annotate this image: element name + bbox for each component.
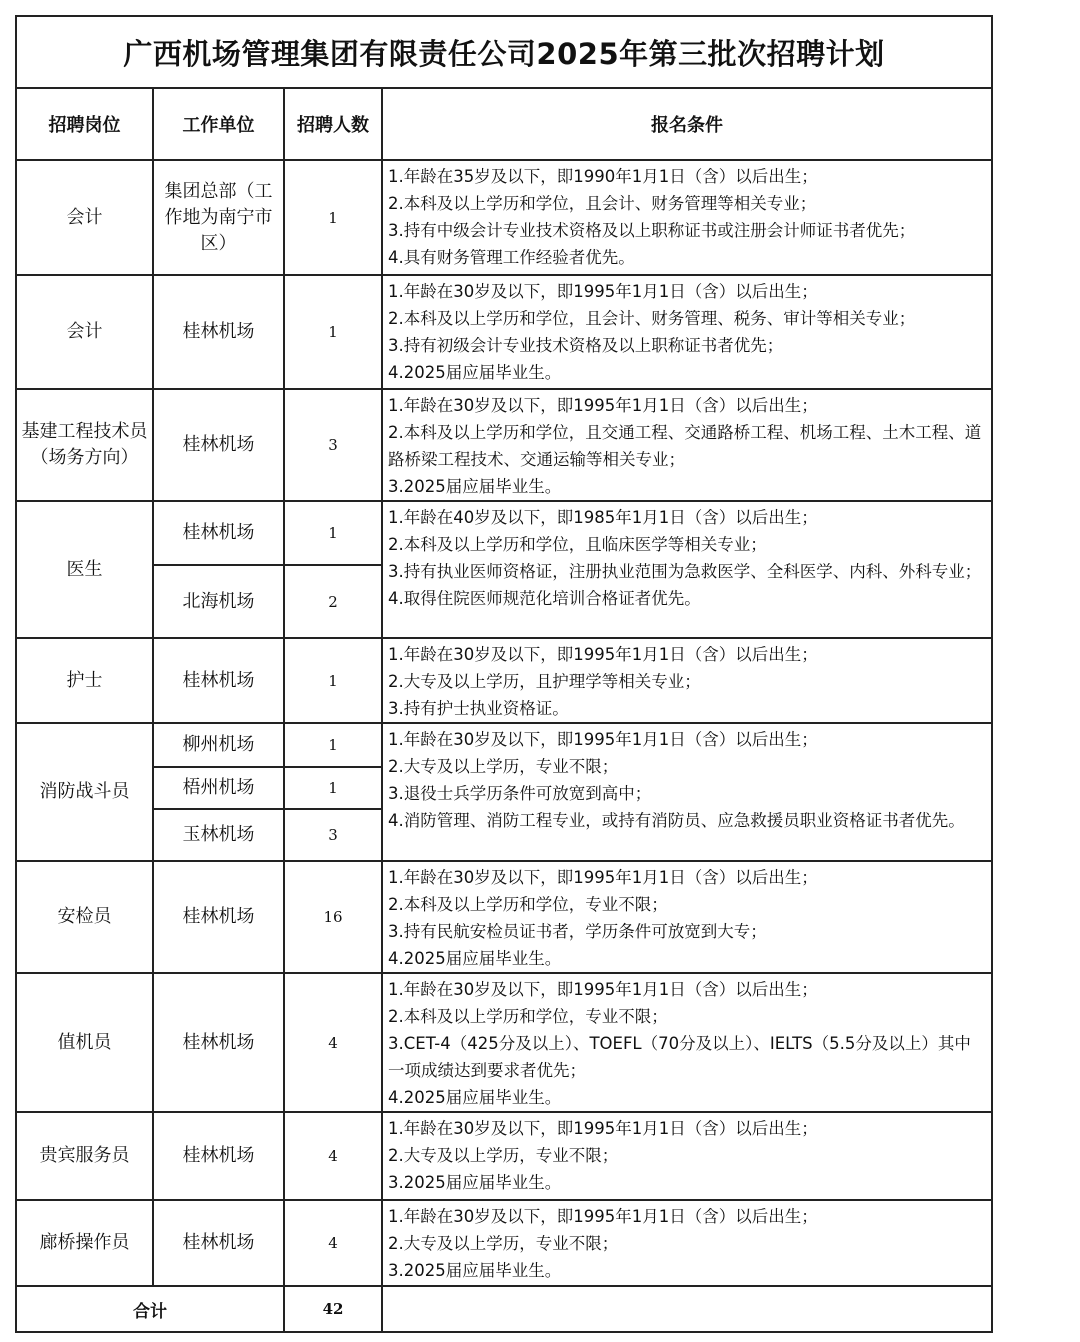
requirement-line: 3.持有执业医师资格证，注册执业范围为急救医学、全科医学、内科、外科专业；: [388, 562, 982, 581]
requirement-line: 3.退役士兵学历条件可放宽到高中；: [388, 784, 652, 803]
requirement-line: 2.本科及以上学历和学位，且临床医学等相关专业；: [388, 535, 767, 554]
count-cell: 3: [284, 809, 382, 861]
table-row: [16, 723, 992, 767]
requirement-line: 3.CET-4（425分及以上）、TOEFL（70分及以上）、IELTS（5.5分及以上）其中一项成绩达到要求者优先；: [388, 1034, 971, 1080]
recruitment-plan-table: [15, 15, 993, 1333]
requirement-line: 1.年龄在35岁及以下，即1990年1月1日（含）以后出生；: [388, 167, 818, 186]
table-row: [16, 973, 992, 1112]
requirement-line: 4.2025届应届毕业生。: [388, 363, 562, 382]
header-count: 招聘人数: [284, 88, 382, 160]
unit-cell: 桂林机场: [153, 275, 284, 389]
position-cell: 安检员: [16, 861, 153, 973]
count-cell: 4: [284, 1112, 382, 1200]
total-empty-cell: [382, 1286, 992, 1332]
requirement-line: 2.本科及以上学历和学位，专业不限；: [388, 1007, 668, 1026]
table-row: [16, 638, 992, 723]
unit-cell: 桂林机场: [153, 1200, 284, 1286]
count-cell: 16: [284, 861, 382, 973]
count-cell: 1: [284, 767, 382, 809]
position-cell: 会计: [16, 160, 153, 275]
position-cell: 基建工程技术员（场务方向）: [16, 389, 153, 501]
unit-cell: 集团总部（工作地为南宁市区）: [153, 160, 284, 275]
requirement-line: 4.消防管理、消防工程专业，或持有消防员、应急救援员职业资格证书者优先。: [388, 811, 965, 830]
unit-cell: 玉林机场: [153, 809, 284, 861]
requirements-cell: [382, 1200, 992, 1286]
requirements-cell: [382, 160, 992, 275]
requirement-line: 3.持有初级会计专业技术资格及以上职称证书者优先；: [388, 336, 784, 355]
requirement-line: 2.大专及以上学历，专业不限；: [388, 1234, 619, 1253]
count-cell: 1: [284, 723, 382, 767]
count-cell: 4: [284, 973, 382, 1112]
requirements-cell: [382, 1112, 992, 1200]
position-cell: 医生: [16, 501, 153, 638]
requirement-line: 1.年龄在30岁及以下，即1995年1月1日（含）以后出生；: [388, 1207, 818, 1226]
requirements-cell: [382, 638, 992, 723]
unit-cell: 北海机场: [153, 565, 284, 638]
requirements-cell: [382, 723, 992, 861]
count-cell: 2: [284, 565, 382, 638]
count-cell: 4: [284, 1200, 382, 1286]
table-row: [16, 501, 992, 565]
count-cell: 3: [284, 389, 382, 501]
total-row: [16, 1286, 992, 1332]
count-cell: 1: [284, 160, 382, 275]
requirement-line: 1.年龄在40岁及以下，即1985年1月1日（含）以后出生；: [388, 508, 818, 527]
requirement-line: 1.年龄在30岁及以下，即1995年1月1日（含）以后出生；: [388, 645, 818, 664]
unit-cell: 梧州机场: [153, 767, 284, 809]
requirement-line: 3.持有民航安检员证书者，学历条件可放宽到大专；: [388, 922, 767, 941]
requirement-line: 1.年龄在30岁及以下，即1995年1月1日（含）以后出生；: [388, 282, 818, 301]
count-cell: 1: [284, 638, 382, 723]
requirements-cell: [382, 861, 992, 973]
unit-cell: 桂林机场: [153, 389, 284, 501]
requirement-line: 3.2025届应届毕业生。: [388, 1261, 562, 1280]
requirement-line: 1.年龄在30岁及以下，即1995年1月1日（含）以后出生；: [388, 868, 818, 887]
requirement-line: 4.具有财务管理工作经验者优先。: [388, 248, 635, 267]
requirement-line: 1.年龄在30岁及以下，即1995年1月1日（含）以后出生；: [388, 980, 818, 999]
requirements-cell: [382, 973, 992, 1112]
count-cell: 1: [284, 275, 382, 389]
table-row: [16, 1112, 992, 1200]
table-row: [16, 160, 992, 275]
count-cell: 1: [284, 501, 382, 565]
requirement-line: 2.大专及以上学历，专业不限；: [388, 757, 619, 776]
table-row: [16, 389, 992, 501]
unit-cell: 桂林机场: [153, 973, 284, 1112]
position-cell: 护士: [16, 638, 153, 723]
requirement-line: 4.2025届应届毕业生。: [388, 949, 562, 968]
unit-cell: 桂林机场: [153, 501, 284, 565]
requirement-line: 3.持有护士执业资格证。: [388, 699, 569, 718]
header-requirements: 报名条件: [382, 88, 992, 160]
total-count: 42: [284, 1286, 382, 1332]
unit-cell: 柳州机场: [153, 723, 284, 767]
table-row: [16, 1200, 992, 1286]
requirement-line: 1.年龄在30岁及以下，即1995年1月1日（含）以后出生；: [388, 1119, 818, 1138]
requirement-line: 2.本科及以上学历和学位，且交通工程、交通路桥工程、机场工程、土木工程、道路桥梁工程技术、交通运输等相关专业；: [388, 423, 982, 469]
requirements-cell: [382, 275, 992, 389]
position-cell: 值机员: [16, 973, 153, 1112]
total-label: 合计: [16, 1286, 284, 1332]
requirement-line: 2.大专及以上学历，专业不限；: [388, 1146, 619, 1165]
position-cell: 贵宾服务员: [16, 1112, 153, 1200]
requirements-cell: [382, 389, 992, 501]
position-cell: 消防战斗员: [16, 723, 153, 861]
header-unit: 工作单位: [153, 88, 284, 160]
requirement-line: 4.取得住院医师规范化培训合格证者优先。: [388, 589, 701, 608]
requirement-line: 1.年龄在30岁及以下，即1995年1月1日（含）以后出生；: [388, 730, 818, 749]
requirement-line: 1.年龄在30岁及以下，即1995年1月1日（含）以后出生；: [388, 396, 818, 415]
requirement-line: 3.2025届应届毕业生。: [388, 1173, 562, 1192]
requirement-line: 2.大专及以上学历，且护理学等相关专业；: [388, 672, 701, 691]
unit-cell: 桂林机场: [153, 1112, 284, 1200]
table-row: [16, 275, 992, 389]
requirement-line: 3.持有中级会计专业技术资格及以上职称证书或注册会计师证书者优先；: [388, 221, 916, 240]
position-cell: 会计: [16, 275, 153, 389]
requirement-line: 3.2025届应届毕业生。: [388, 477, 562, 496]
unit-cell: 桂林机场: [153, 861, 284, 973]
position-cell: 廊桥操作员: [16, 1200, 153, 1286]
page-title: 广西机场管理集团有限责任公司2025年第三批次招聘计划: [16, 16, 992, 88]
requirements-cell: [382, 501, 992, 638]
table-row: [16, 861, 992, 973]
header-position: 招聘岗位: [16, 88, 153, 160]
requirement-line: 2.本科及以上学历和学位，且会计、财务管理等相关专业；: [388, 194, 817, 213]
requirement-line: 2.本科及以上学历和学位，且会计、财务管理、税务、审计等相关专业；: [388, 309, 916, 328]
requirement-line: 4.2025届应届毕业生。: [388, 1088, 562, 1107]
requirement-line: 2.本科及以上学历和学位，专业不限；: [388, 895, 668, 914]
unit-cell: 桂林机场: [153, 638, 284, 723]
